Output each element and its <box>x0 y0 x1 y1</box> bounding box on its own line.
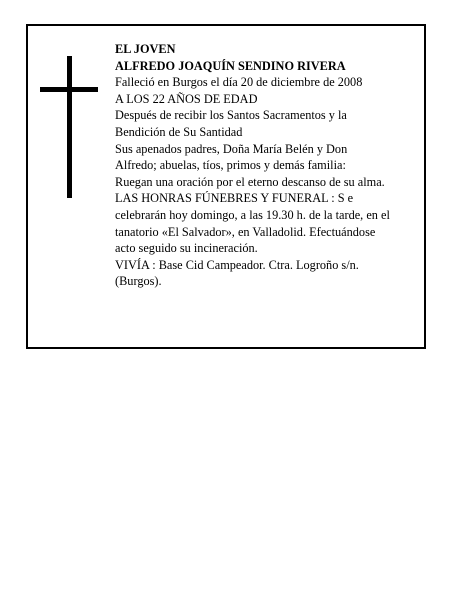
funeral-line-1: LAS HONRAS FÚNEBRES Y FUNERAL : S e <box>115 191 354 206</box>
address-line-2: (Burgos). <box>115 274 162 289</box>
prayer-line: Ruegan una oración por el eterno descanso de su alma. <box>115 174 385 189</box>
funeral-line-4: acto seguido su incineración. <box>115 241 258 256</box>
cross-horizontal-bar <box>40 87 98 92</box>
age-line: A LOS 22 AÑOS DE EDAD <box>115 91 258 106</box>
sacraments-line-2: Bendición de Su Santidad <box>115 124 243 139</box>
obituary-notice <box>26 24 426 349</box>
sacraments-line-1: Después de recibir los Santos Sacramentos y la <box>115 108 347 123</box>
address-line-1: VIVÍA : Base Cid Campeador. Ctra. Logroño s/n. <box>115 257 359 272</box>
family-line-1: Sus apenados padres, Doña María Belén y Don <box>115 141 348 156</box>
notice-text <box>115 41 422 290</box>
family-line-2: Alfredo; abuelas, tíos, primos y demás familia: <box>115 158 346 173</box>
cross-vertical-bar <box>67 56 72 198</box>
funeral-line-3: tanatorio «El Salvador», en Valladolid. Efectuándose <box>115 224 376 239</box>
death-line: Falleció en Burgos el día 20 de diciembre de 2008 <box>115 75 363 90</box>
deceased-name: ALFREDO JOAQUÍN SENDINO RIVERA <box>115 58 346 73</box>
heading-line: EL JOVEN <box>115 42 176 56</box>
funeral-line-2: celebrarán hoy domingo, a las 19.30 h. de la tarde, en el <box>115 207 390 222</box>
